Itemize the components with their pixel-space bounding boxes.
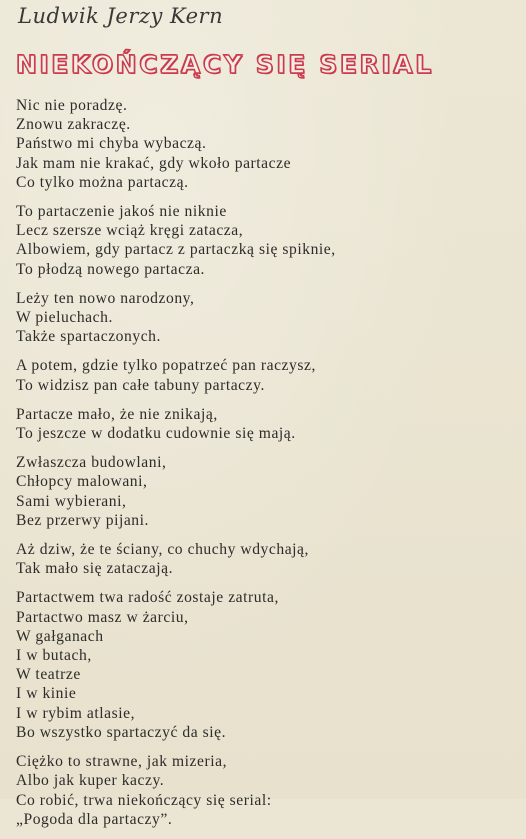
poem-line: Partactwo masz w żarciu, (16, 608, 189, 626)
poem-line: Bez przerwy pijani. (16, 511, 149, 529)
stanza-4 (16, 356, 516, 394)
poem-line: W gałganach (16, 627, 104, 645)
poem-line: Albo jak kuper kaczy. (16, 772, 165, 790)
poem-line: Partacze mało, że nie znikają, (16, 405, 218, 423)
stanza-6 (16, 453, 516, 530)
poem-line: „Pogoda dla partaczy”. (16, 810, 173, 828)
poem-line: I w rybim atlasie, (16, 704, 136, 722)
stanza-5 (16, 405, 516, 443)
stanza-7 (16, 540, 516, 578)
poem-line: Nic nie poradzę. (16, 97, 128, 114)
poem-line: W teatrze (16, 666, 81, 684)
poem-line: I w butach, (16, 647, 92, 665)
poem-line: Chłopcy malowani, (16, 473, 148, 491)
poem-line: Lecz szersze wciąż kręgi zatacza, (16, 222, 244, 240)
poem-line: Co robić, trwa niekończący się serial: (16, 791, 272, 809)
poem-line: Sami wybierani, (16, 492, 127, 510)
poem-line: Aż dziw, że te ściany, co chuchy wdychają, (16, 541, 309, 559)
poem-line: To partaczenie jakoś nie niknie (16, 203, 227, 221)
poem-line: To płodzą nowego partacza. (16, 260, 205, 278)
poem-line: To widzisz pan całe tabuny partaczy. (16, 376, 265, 394)
poem-line: Także spartaczonych. (16, 328, 161, 346)
poem-title: NIEKOŃCZĄCY SIĘ SERIAL (16, 50, 434, 79)
poem-line: Tak mało się zataczają. (16, 560, 174, 578)
poem-line: Co tylko można partaczą. (16, 173, 189, 191)
poem-line: A potem, gdzie tylko popatrzeć pan raczysz, (16, 357, 316, 375)
stanza-8 (16, 588, 516, 742)
poem-line: Znowu zakraczę. (16, 116, 131, 134)
poem-line: Bo wszystko spartaczyć da się. (16, 723, 227, 741)
poem-body (16, 96, 516, 839)
stanza-3 (16, 289, 516, 347)
poem-line: Partactwem twa radość zostaje zatruta, (16, 589, 279, 607)
poem-line: To jeszcze w dodatku cudownie się mają. (16, 425, 296, 443)
stanza-2 (16, 202, 516, 279)
poem-line: Leży ten nowo narodzony, (16, 289, 195, 307)
poem-line: I w kinie (16, 685, 77, 703)
stanza-1 (16, 96, 516, 192)
stanza-9 (16, 752, 516, 829)
poem-line: W pieluchach. (16, 309, 113, 327)
poem-line: Albowiem, gdy partacz z partaczką się spiknie, (16, 241, 336, 259)
author-name: Ludwik Jerzy Kern (18, 4, 224, 28)
poem-line: Jak mam nie krakać, gdy wkoło partacze (16, 154, 292, 172)
poem-line: Zwłaszcza budowlani, (16, 454, 167, 472)
poem-line: Państwo mi chyba wybaczą. (16, 135, 207, 153)
poem-line: Ciężko to strawne, jak mizeria, (16, 753, 228, 771)
